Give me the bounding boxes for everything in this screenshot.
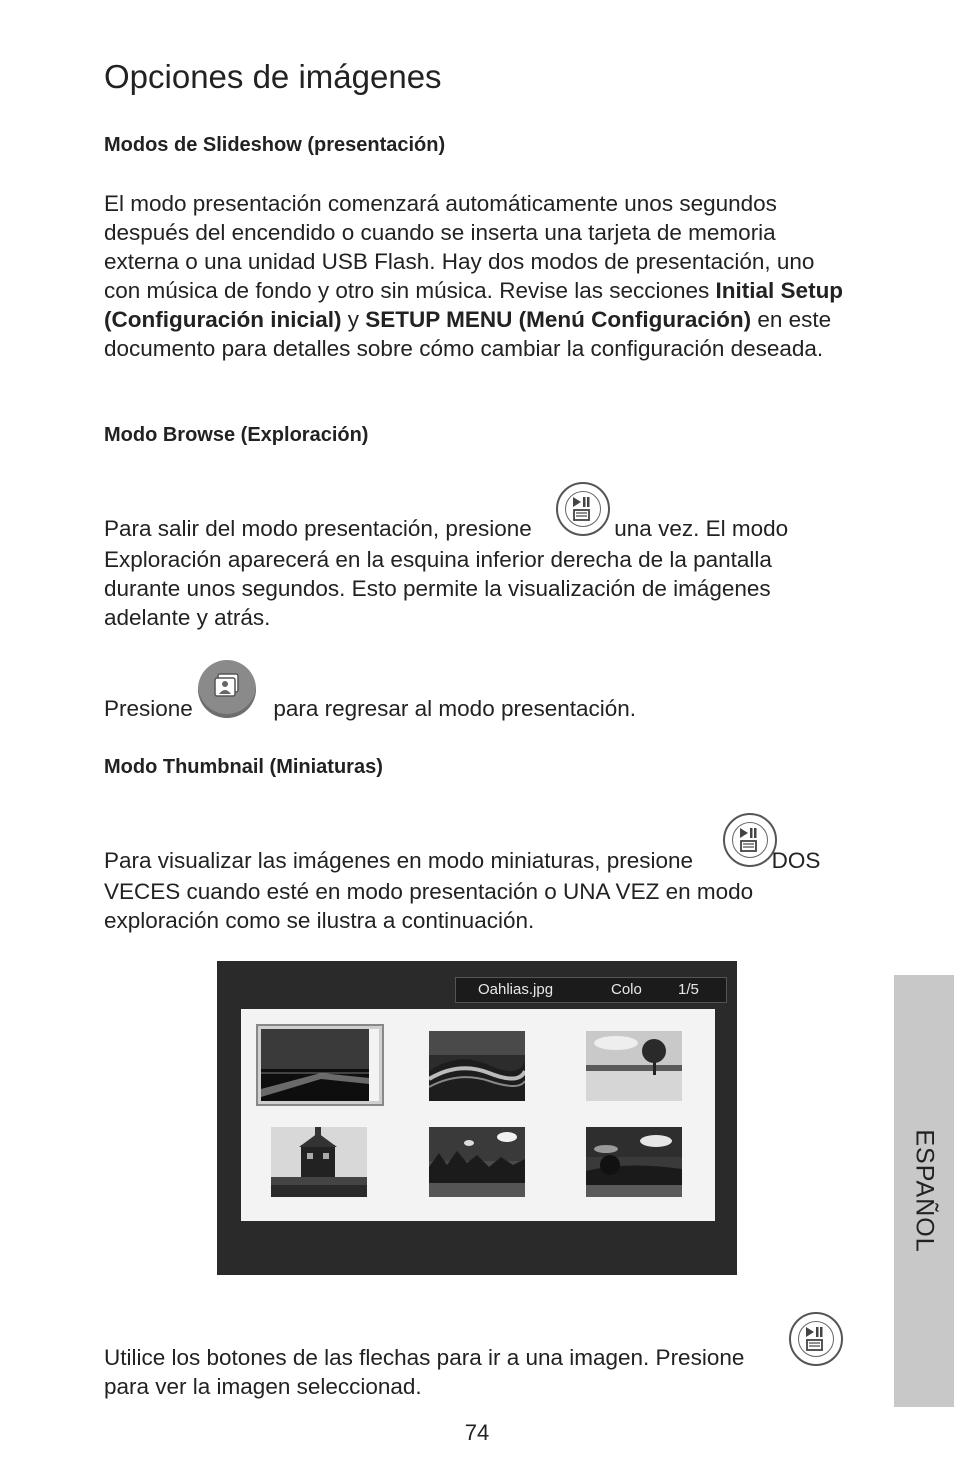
press-after: para regresar al modo presentación. bbox=[273, 696, 637, 721]
info-counter: 1/5 bbox=[678, 981, 699, 998]
thumbnail-1[interactable] bbox=[261, 1029, 379, 1101]
info-filename: Oahlias.jpg bbox=[478, 981, 554, 998]
slideshow-button-icon bbox=[198, 660, 256, 718]
thumbnail-4[interactable] bbox=[271, 1127, 367, 1197]
thumbnail-paragraph: VECES cuando esté en modo presentación o UNA VEZ en modo exploración como se ilustra a continuación. bbox=[104, 879, 754, 933]
browse-line-1 bbox=[104, 516, 788, 542]
play-pause-button-icon bbox=[789, 1312, 843, 1366]
thumbnail-line1-after: DOS bbox=[771, 848, 821, 873]
thumbnail-2[interactable] bbox=[429, 1031, 525, 1101]
browse-press-line bbox=[104, 696, 636, 722]
thumbnail-line-1 bbox=[104, 848, 820, 874]
thumbnail-line1-before: Para visualizar las imágenes en modo miniaturas, presione bbox=[104, 848, 694, 873]
thumbnail-5[interactable] bbox=[429, 1127, 525, 1197]
thumbnail-screen-illustration bbox=[217, 961, 737, 1275]
browse-line1-after: una vez. El modo bbox=[614, 516, 789, 541]
setup-menu-ref: SETUP MENU (Menú Configuración) bbox=[365, 307, 752, 332]
page-title: Opciones de imágenes bbox=[104, 58, 442, 95]
slideshow-text-a: El modo presentación comenzará automáticamente unos segundos después del encendido o cuando se inserta una tarjeta de memoria externa o una unidad USB Flash. Hay dos modos de presentación, uno con música de fondo y otro sin música. Revise las secciones bbox=[104, 191, 815, 303]
browse-heading: Modo Browse (Exploración) bbox=[104, 424, 369, 446]
info-bar bbox=[455, 977, 727, 1003]
thumbnail-grid bbox=[241, 1009, 715, 1221]
navigate-line-2: para ver la imagen seleccionad. bbox=[104, 1374, 422, 1399]
thumbnail-heading: Modo Thumbnail (Miniaturas) bbox=[104, 756, 383, 778]
thumbnail-6[interactable] bbox=[586, 1127, 682, 1197]
language-side-tab bbox=[894, 975, 954, 1407]
language-label: ESPAÑOL bbox=[910, 1129, 939, 1253]
page-number: 74 bbox=[464, 1420, 490, 1445]
thumbnail-3[interactable] bbox=[586, 1031, 682, 1101]
info-mode: Colo bbox=[611, 981, 642, 998]
initial-setup-ref: Initial Setup (Configuración inicial) bbox=[104, 278, 844, 332]
play-pause-button-icon bbox=[723, 813, 777, 867]
navigate-line-1: Utilice los botones de las flechas para ir a una imagen. Presione bbox=[104, 1345, 745, 1370]
slideshow-paragraph bbox=[104, 189, 844, 363]
browse-line1-before: Para salir del modo presentación, presione bbox=[104, 516, 532, 541]
slideshow-text-c: en este documento para detalles sobre cómo cambiar la configuración deseada. bbox=[104, 307, 832, 361]
slideshow-text-b: y bbox=[341, 307, 366, 332]
play-pause-button-icon bbox=[556, 482, 610, 536]
press-before: Presione bbox=[104, 696, 193, 721]
slideshow-heading: Modos de Slideshow (presentación) bbox=[104, 134, 446, 156]
browse-paragraph: Exploración aparecerá en la esquina inferior derecha de la pantalla durante unos segundos. Esto permite la visualización de imágenes adelante y atrás. bbox=[104, 547, 772, 630]
